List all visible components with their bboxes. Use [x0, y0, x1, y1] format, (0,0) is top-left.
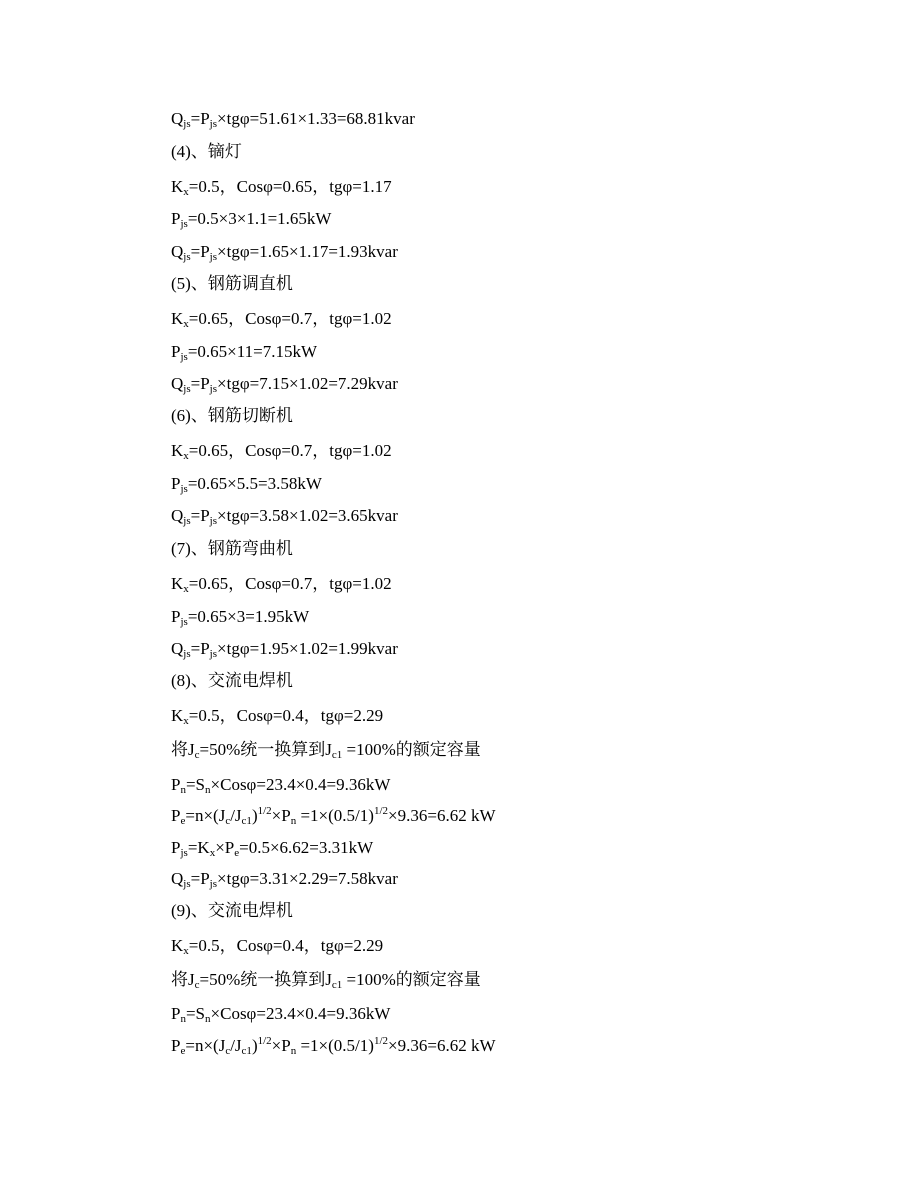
line-text: =1×(0.5/1) [296, 1036, 374, 1055]
subscript-text: e [180, 1045, 186, 1057]
line-text: =1×(0.5/1) [296, 806, 374, 825]
formula-line [171, 740, 481, 760]
subscript-text: n [290, 815, 297, 827]
formula-line [171, 539, 293, 559]
line-text: =0.65，Cosφ=0.7，tgφ=1.02 [188, 441, 392, 460]
line-text: ) [251, 806, 258, 825]
line-text: ×P [215, 838, 235, 857]
subscript-text: e [180, 815, 186, 827]
line-text: =P [190, 506, 210, 525]
subscript-text: js [183, 251, 191, 263]
line-text: P [171, 1004, 181, 1023]
subscript-text: js [209, 118, 218, 130]
formula-line [171, 309, 392, 329]
line-text: P [171, 474, 181, 493]
formula-line [171, 441, 392, 461]
subscript-text: x [183, 318, 189, 330]
line-text: K [171, 706, 184, 725]
superscript-text: 1/2 [257, 1035, 272, 1047]
subscript-text: x [183, 450, 189, 462]
line-text: ×tgφ=3.58×1.02=3.65kvar [217, 506, 398, 525]
line-text: Q [171, 869, 184, 888]
line-text: K [171, 309, 184, 328]
line-text: ×tgφ=3.31×2.29=7.58kvar [217, 869, 398, 888]
line-text: =n×(J [185, 1036, 226, 1055]
line-text: ×P [271, 1036, 291, 1055]
line-text: ×9.36=6.62 kW [388, 806, 496, 825]
subscript-text: js [209, 648, 218, 660]
line-text: =0.65×3=1.95kW [187, 607, 310, 626]
subscript-text: c1 [241, 815, 252, 827]
subscript-text: x [183, 583, 189, 595]
line-text: =50%统一换算到J [199, 740, 332, 759]
line-text: =0.65×5.5=3.58kW [187, 474, 322, 493]
formula-line [171, 374, 398, 394]
line-text: =50%统一换算到J [199, 970, 332, 989]
subscript-text: c [225, 1045, 231, 1057]
superscript-text: 1/2 [257, 805, 272, 817]
subscript-text: c [194, 979, 200, 991]
line-text: Q [171, 109, 184, 128]
subscript-text: js [180, 351, 188, 363]
line-text: P [171, 775, 181, 794]
line-text: =0.65，Cosφ=0.7，tgφ=1.02 [188, 309, 392, 328]
subscript-text: js [180, 847, 188, 859]
line-text: ×tgφ=51.61×1.33=68.81kvar [217, 109, 415, 128]
line-text: =P [190, 869, 210, 888]
line-text: =100%的额定容量 [342, 740, 481, 759]
line-text: P [171, 209, 181, 228]
subscript-text: c [225, 815, 231, 827]
line-text: ) [251, 1036, 258, 1055]
line-text: (9)、交流电焊机 [171, 901, 293, 920]
formula-line [171, 869, 398, 889]
line-text: K [171, 574, 184, 593]
subscript-text: js [180, 218, 188, 230]
line-text: =0.5，Cosφ=0.4，tgφ=2.29 [188, 706, 384, 725]
formula-line [171, 142, 242, 162]
subscript-text: js [209, 878, 218, 890]
formula-line [171, 838, 373, 858]
line-text: =0.5，Cosφ=0.65，tgφ=1.17 [188, 177, 392, 196]
line-text: (8)、交流电焊机 [171, 671, 293, 690]
subscript-text: js [209, 383, 218, 395]
formula-line [171, 506, 398, 526]
subscript-text: x [183, 186, 189, 198]
subscript-text: js [183, 878, 191, 890]
formula-line [171, 936, 383, 956]
line-text: Q [171, 639, 184, 658]
formula-line [171, 474, 322, 494]
superscript-text: 1/2 [373, 805, 389, 817]
formula-line [171, 901, 293, 921]
formula-line [171, 274, 293, 294]
formula-line [171, 109, 415, 129]
formula-line [171, 639, 398, 659]
line-text: =P [190, 242, 210, 261]
line-text: =K [187, 838, 210, 857]
subscript-text: x [209, 847, 216, 859]
line-text: =P [190, 109, 210, 128]
line-text: 将J [171, 740, 195, 759]
subscript-text: c1 [241, 1045, 252, 1057]
formula-line [171, 406, 293, 426]
subscript-text: e [234, 847, 240, 859]
line-text: /J [230, 1036, 242, 1055]
line-text: P [171, 1036, 181, 1055]
line-text: Q [171, 242, 184, 261]
line-text: (6)、钢筋切断机 [171, 406, 293, 425]
line-text: 将J [171, 970, 195, 989]
superscript-text: 1/2 [373, 1035, 389, 1047]
line-text: ×tgφ=7.15×1.02=7.29kvar [217, 374, 398, 393]
line-text: (4)、镝灯 [171, 142, 242, 161]
line-text: P [171, 838, 181, 857]
line-text: ×tgφ=1.65×1.17=1.93kvar [217, 242, 398, 261]
formula-line [171, 1004, 390, 1024]
line-text: (7)、钢筋弯曲机 [171, 539, 293, 558]
subscript-text: n [180, 784, 186, 796]
line-text: P [171, 806, 181, 825]
line-text: ×9.36=6.62 kW [388, 1036, 496, 1055]
line-text: Q [171, 506, 184, 525]
formula-line [171, 806, 496, 826]
subscript-text: js [209, 515, 218, 527]
formula-line [171, 209, 331, 229]
line-text: =0.5，Cosφ=0.4，tgφ=2.29 [188, 936, 384, 955]
line-text: ×Cosφ=23.4×0.4=9.36kW [210, 1004, 391, 1023]
line-text: =0.5×3×1.1=1.65kW [187, 209, 332, 228]
line-text: =S [185, 775, 206, 794]
subscript-text: js [180, 483, 188, 495]
line-text: =0.65×11=7.15kW [187, 342, 317, 361]
line-text: P [171, 607, 181, 626]
subscript-text: x [183, 715, 189, 727]
formula-line [171, 671, 293, 691]
subscript-text: js [180, 616, 188, 628]
subscript-text: x [183, 945, 189, 957]
line-text: K [171, 441, 184, 460]
formula-line [171, 970, 481, 990]
subscript-text: c1 [331, 749, 343, 761]
subscript-text: js [183, 648, 191, 660]
line-text: =0.65，Cosφ=0.7，tgφ=1.02 [188, 574, 392, 593]
subscript-text: js [183, 515, 191, 527]
subscript-text: js [183, 383, 191, 395]
line-text: =S [185, 1004, 206, 1023]
subscript-text: c1 [331, 979, 343, 991]
line-text: P [171, 342, 181, 361]
formula-line [171, 706, 383, 726]
line-text: K [171, 936, 184, 955]
line-text: =100%的额定容量 [342, 970, 481, 989]
subscript-text: n [205, 784, 211, 796]
formula-line [171, 177, 392, 197]
line-text: ×tgφ=1.95×1.02=1.99kvar [217, 639, 398, 658]
line-text: K [171, 177, 184, 196]
subscript-text: n [290, 1045, 297, 1057]
formula-line [171, 242, 398, 262]
formula-line [171, 607, 309, 627]
line-text: =P [190, 374, 210, 393]
formula-line [171, 574, 392, 594]
subscript-text: js [183, 118, 191, 130]
line-text: =n×(J [185, 806, 226, 825]
line-text: Q [171, 374, 184, 393]
line-text: /J [230, 806, 242, 825]
subscript-text: c [194, 749, 200, 761]
formula-line [171, 775, 390, 795]
formula-line [171, 1036, 496, 1056]
formula-line [171, 342, 317, 362]
subscript-text: js [209, 251, 218, 263]
line-text: (5)、钢筋调直机 [171, 274, 293, 293]
line-text: =P [190, 639, 210, 658]
subscript-text: n [205, 1013, 211, 1025]
line-text: =0.5×6.62=3.31kW [239, 838, 374, 857]
line-text: ×Cosφ=23.4×0.4=9.36kW [210, 775, 391, 794]
line-text: ×P [271, 806, 291, 825]
subscript-text: n [180, 1013, 186, 1025]
